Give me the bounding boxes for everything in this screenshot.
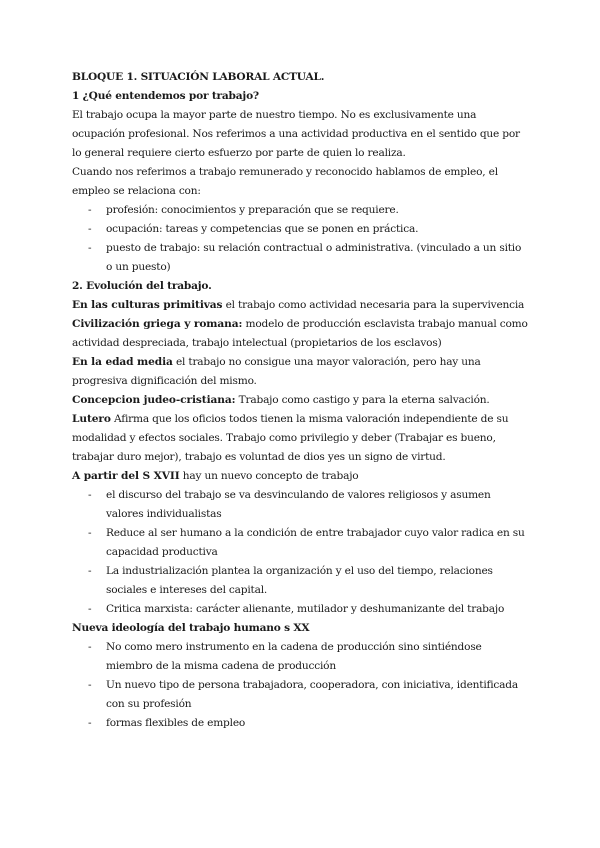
entry-text: el trabajo no consigue una mayor valoración, pero hay una progresiva dignificación del mismo. [72, 356, 481, 387]
list-item [72, 600, 530, 619]
list-item-text: Reduce al ser humano a la condición de entre trabajador cuyo valor radica en su capacidad productiva [106, 527, 525, 558]
history-entry [72, 391, 530, 410]
list-item [72, 524, 530, 562]
bullet-dash: - [88, 204, 92, 216]
history-entry [72, 315, 530, 353]
paragraph-2: Cuando nos referimos a trabajo remunerado y reconocido hablamos de empleo, el empleo se relaciona con: [72, 166, 498, 197]
list-item-text: No como mero instrumento en la cadena de producción sino sintiéndose miembro de la misma cadena de producción [106, 641, 482, 672]
entry-text: el trabajo como actividad necesaria para la supervivencia [222, 299, 525, 311]
list-item-text: ocupación: tareas y competencias que se ponen en práctica. [106, 223, 419, 235]
list-item [72, 714, 530, 733]
entry-text: modelo de producción esclavista trabajo manual como actividad despreciada, trabajo intelectual (propietarios de los esclavos) [72, 318, 528, 349]
entry-term: A partir del S XVII [72, 470, 180, 482]
history-entry [72, 410, 530, 467]
bullet-dash: - [88, 717, 92, 729]
list-modern-concept [72, 486, 530, 619]
list-item [72, 562, 530, 600]
bullet-dash: - [88, 679, 92, 691]
section-3-heading: Nueva ideología del trabajo humano s XX [72, 622, 310, 634]
entry-text: Trabajo como castigo y para la eterna salvación. [235, 394, 490, 406]
bullet-dash: - [88, 603, 92, 615]
list-item [72, 220, 530, 239]
list-item-text: La industrialización plantea la organización y el uso del tiempo, relaciones sociales e intereses del capital. [106, 565, 493, 596]
bullet-dash: - [88, 489, 92, 501]
list-item-text: Critica marxista: carácter alienante, mutilador y deshumanizante del trabajo [106, 603, 505, 615]
history-entry [72, 467, 530, 486]
list-item-text: puesto de trabajo: su relación contractual o administrativa. (vinculado a un sitio o un puesto) [106, 242, 522, 273]
entry-text: hay un nuevo concepto de trabajo [179, 470, 359, 482]
list-item [72, 486, 530, 524]
block-title: BLOQUE 1. SITUACIÓN LABORAL ACTUAL. [72, 71, 325, 83]
section-2-heading: 2. Evolución del trabajo. [72, 280, 212, 292]
entry-term: Civilización griega y romana: [72, 318, 243, 330]
list-item [72, 201, 530, 220]
list-item-text: formas flexibles de empleo [106, 717, 246, 729]
list-item [72, 239, 530, 277]
list-item [72, 638, 530, 676]
list-employment-aspects [72, 201, 530, 277]
bullet-dash: - [88, 565, 92, 577]
entry-text: Afirma que los oficios todos tienen la misma valoración independiente de su modalidad y efectos sociales. Trabajo como privilegio y deber (Trabajar es bueno, trabajar duro mejor), trabajo es voluntad de dios yes un signo de virtud. [72, 413, 509, 463]
bullet-dash: - [88, 223, 92, 235]
paragraph-1: El trabajo ocupa la mayor parte de nuestro tiempo. No es exclusivamente una ocupación profesional. Nos referimos a una actividad productiva en el sentido que por lo general requiere cierto esfuerzo por parte de quien lo realiza. [72, 109, 520, 159]
bullet-dash: - [88, 242, 92, 254]
list-item-text: profesión: conocimientos y preparación que se requiere. [106, 204, 399, 216]
list-item [72, 676, 530, 714]
entry-term: En la edad media [72, 356, 173, 368]
document-page [72, 68, 530, 733]
bullet-dash: - [88, 641, 92, 653]
history-entry [72, 353, 530, 391]
history-entry [72, 296, 530, 315]
section-1-heading: 1 ¿Qué entendemos por trabajo? [72, 90, 259, 102]
list-item-text: Un nuevo tipo de persona trabajadora, cooperadora, con iniciativa, identificada con su profesión [106, 679, 518, 710]
list-item-text: el discurso del trabajo se va desvinculando de valores religiosos y asumen valores individualistas [106, 489, 491, 520]
list-new-ideology [72, 638, 530, 733]
entry-term: Lutero [72, 413, 111, 425]
entry-term: En las culturas primitivas [72, 299, 223, 311]
entry-term: Concepcion judeo-cristiana: [72, 394, 236, 406]
bullet-dash: - [88, 527, 92, 539]
